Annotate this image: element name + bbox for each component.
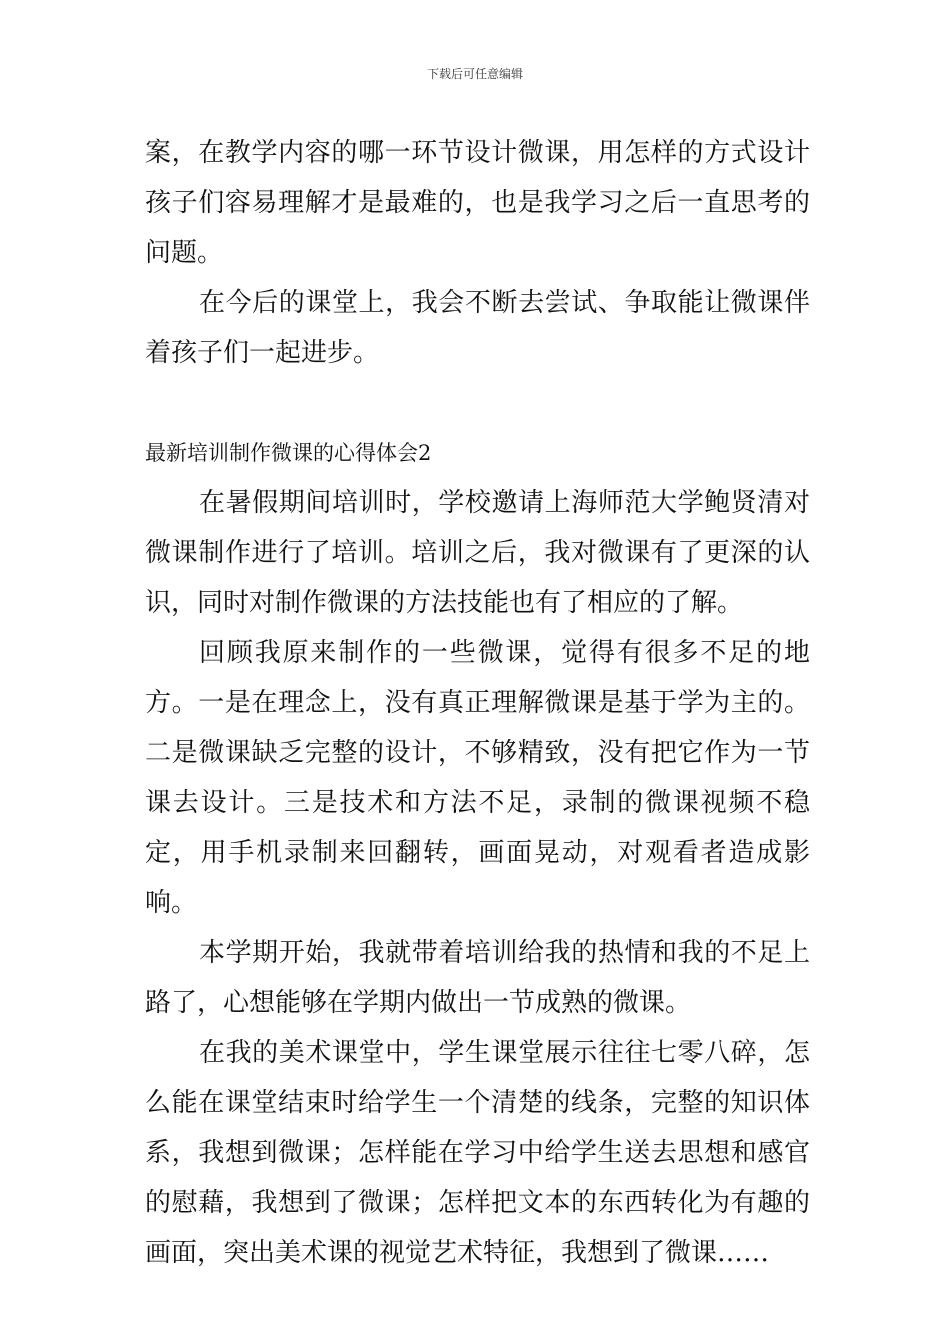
paragraph-conclusion: 在今后的课堂上，我会不断去尝试、争取能让微课伴着孩子们一起进步。	[145, 288, 810, 368]
section-title: 最新培训制作微课的心得体会2	[145, 441, 432, 465]
document-body	[145, 128, 810, 1278]
section-paragraph-1: 在暑假期间培训时，学校邀请上海师范大学鲍贤清对微课制作进行了培训。培训之后，我对微课有了更深的认识，同时对制作微课的方法技能也有了相应的了解。	[145, 488, 810, 618]
section-paragraph-4: 在我的美术课堂中，学生课堂展示往往七零八碎，怎么能在课堂结束时给学生一个清楚的线条，完整的知识体系，我想到微课；怎样能在学习中给学生送去思想和感官的慰藉，我想到了微课；怎样把文本的东西转化为有趣的画面，突出美术课的视觉艺术特征，我想到了微课……	[145, 1038, 810, 1268]
page-header: 下载后可任意编辑	[426, 67, 523, 81]
section-paragraph-3: 本学期开始，我就带着培训给我的热情和我的不足上路了，心想能够在学期内做出一节成熟的微课。	[145, 938, 810, 1018]
paragraph-continuation: 案，在教学内容的哪一环节设计微课，用怎样的方式设计孩子们容易理解才是最难的，也是我学习之后一直思考的问题。	[145, 138, 810, 268]
section-paragraph-2: 回顾我原来制作的一些微课，觉得有很多不足的地方。一是在理念上，没有真正理解微课是基于学为主的。二是微课缺乏完整的设计，不够精致，没有把它作为一节课去设计。三是技术和方法不足，录制的微课视频不稳定，用手机录制来回翻转，画面晃动，对观看者造成影响。	[145, 638, 810, 918]
